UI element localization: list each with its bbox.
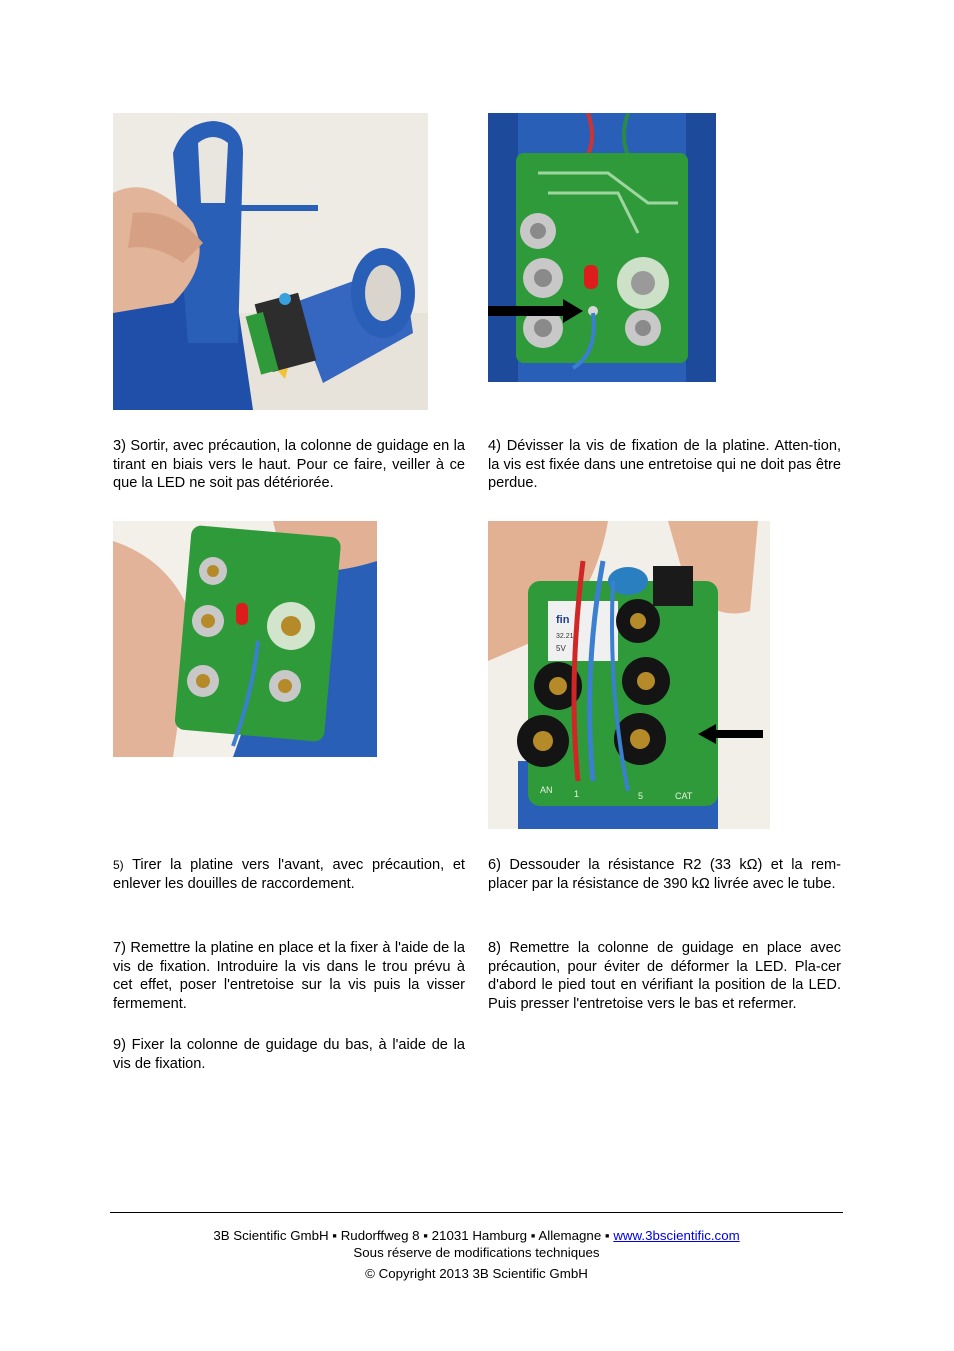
relay-voltage-label: 5V — [556, 644, 566, 653]
relay-code-label: 32.21 — [556, 633, 574, 640]
caption-step-3-number: 3) — [113, 438, 126, 454]
board-label-pin5: 5 — [638, 791, 644, 801]
board-label-pin1: 1 — [574, 789, 580, 799]
footer-address: 3B Scientific GmbH ▪ Rudorffweg 8 ▪ 21031 Hamburg ▪ Allemagne ▪ — [213, 1228, 614, 1243]
board-label-cat: CAT — [675, 791, 693, 801]
board-label-an: AN — [540, 785, 553, 795]
photo-step-5 — [113, 521, 377, 757]
caption-step-5-number: 5) — [113, 858, 124, 872]
step-7-text: 7) Remettre la platine en place et la fixer à l'aide de la vis de fixation. Introduire la vis dans le trou prévu à cet effet, poser l'entretoise sur la vis puis la visser fermement. — [113, 940, 465, 1012]
photo-step-3 — [113, 113, 428, 410]
footer-address-line — [110, 1227, 843, 1244]
footer-notice: Sous réserve de modifications techniques — [353, 1245, 600, 1260]
photo-step-6 — [488, 521, 770, 829]
step-8-text: 8) Remettre la colonne de guidage en place avec précaution, pour éviter de déformer la LED. Pla-cer d'abord le pied tout en vérifiant la position de la LED. Puis presser l'entretoise vers le bas et refermer. — [488, 940, 841, 1012]
step-9-text: 9) Fixer la colonne de guidage du bas, à l'aide de la vis de fixation. — [113, 1037, 465, 1072]
caption-step-6-text: Dessouder la résistance R2 (33 kΩ) et la rem-placer par la résistance de 390 kΩ livrée avec le tube. — [488, 857, 841, 892]
caption-step-5 — [113, 856, 465, 893]
caption-step-5-text: Tirer la platine vers l'avant, avec précaution, et enlever les douilles de raccordement. — [113, 857, 465, 892]
caption-step-6 — [488, 856, 841, 893]
photo-step-4 — [488, 113, 716, 382]
caption-step-4-text: Dévisser la vis de fixation de la platine. Atten-tion, la vis est fixée dans une entretoise qui ne doit pas être perdue. — [488, 438, 842, 492]
footer-website-link[interactable]: www.3bscientific.com — [613, 1228, 740, 1243]
caption-step-3 — [113, 437, 465, 493]
caption-step-4-number: 4) — [488, 438, 501, 454]
footer-copyright: © Copyright 2013 3B Scientific GmbH — [365, 1266, 588, 1281]
caption-step-3-text: Sortir, avec précaution, la colonne de guidage en la tirant en biais vers le haut. Pour ce faire, veiller à ce que la LED ne soit pas détériorée. — [113, 438, 465, 492]
footer-divider — [110, 1212, 843, 1213]
relay-brand-label: fin — [556, 614, 570, 626]
caption-step-4 — [488, 437, 841, 493]
caption-step-6-number: 6) — [488, 857, 501, 873]
